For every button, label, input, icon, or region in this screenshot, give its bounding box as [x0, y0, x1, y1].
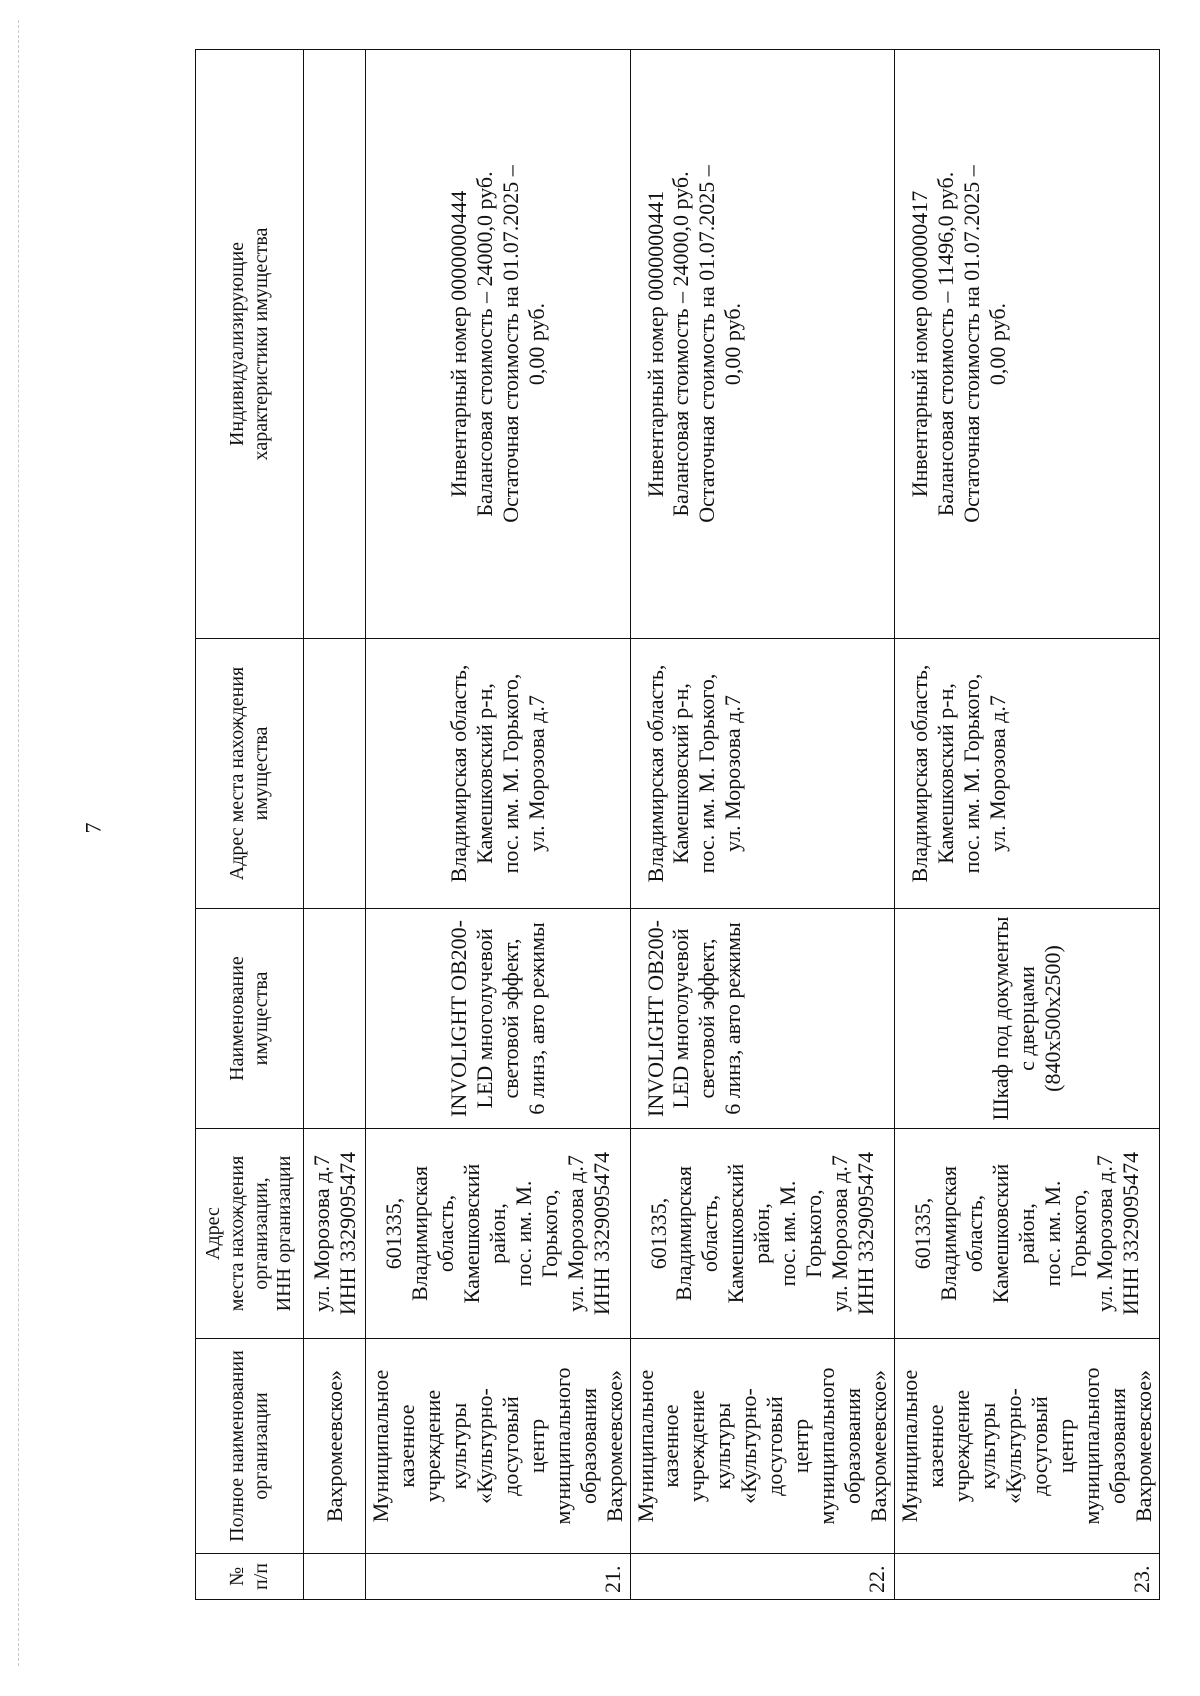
cell-characteristics: Инвентарный номер 0000000441 Балансовая стоимость – 24000,0 руб. Остаточная стоимость на 01.07.2025 – 0,00 руб. [630, 50, 895, 639]
scan-edge-line [18, 20, 19, 1666]
header-org-address: Адрес места нахождения организации, ИНН организации [196, 1129, 304, 1339]
cell-item-address: Владимирская область, Камешковский р-н, пос. им. М. Горького, ул. Морозова д.7 [895, 639, 1160, 909]
cell-characteristics [304, 50, 366, 639]
cell-item-name [304, 909, 366, 1129]
cell-num: 22. [630, 1554, 895, 1600]
cell-org-address: 601335, Владимирская область, Камешковский район, пос. им. М. Горького, ул. Морозова д.7 ИНН 3329095474 [366, 1129, 631, 1339]
table-row [366, 50, 631, 1600]
table-header-row [196, 50, 304, 1600]
table-row [630, 50, 895, 1600]
cell-characteristics: Инвентарный номер 0000000444 Балансовая стоимость – 24000,0 руб. Остаточная стоимость на 01.07.2025 – 0,00 руб. [366, 50, 631, 639]
cell-org-name: Вахромеевское» [304, 1339, 366, 1554]
cell-num: 23. [895, 1554, 1160, 1600]
cell-item-name: INVOLIGHT OB200- LED многолучевой световой эффект, 6 линз, авто режимы [630, 909, 895, 1129]
cell-num [304, 1554, 366, 1600]
cell-org-name: Муниципальное казенное учреждение культуры «Культурно-досуговый центр муниципального образования Вахромеевское» [366, 1339, 631, 1554]
cell-org-name: Муниципальное казенное учреждение культуры «Культурно-досуговый центр муниципального образования Вахромеевское» [630, 1339, 895, 1554]
rotated-table-container [195, 50, 1156, 1600]
header-num: № п/п [196, 1554, 304, 1600]
cell-org-address: 601335, Владимирская область, Камешковский район, пос. им. М. Горького, ул. Морозова д.7 ИНН 3329095474 [895, 1129, 1160, 1339]
header-characteristics: Индивидуализирующие характеристики имущества [196, 50, 304, 639]
cell-org-address: ул. Морозова д.7 ИНН 3329095474 [304, 1129, 366, 1339]
property-table [195, 49, 1160, 1600]
cell-item-address [304, 639, 366, 909]
page-number: 7 [80, 822, 106, 834]
cell-num: 21. [366, 1554, 631, 1600]
header-item-name: Наименование имущества [196, 909, 304, 1129]
cell-org-address: 601335, Владимирская область, Камешковский район, пос. им. М. Горького, ул. Морозова д.7 ИНН 3329095474 [630, 1129, 895, 1339]
table-row-continuation [304, 50, 366, 1600]
cell-item-name: Шкаф под документы с дверцами (840х500х2500) [895, 909, 1160, 1129]
cell-item-name: INVOLIGHT OB200- LED многолучевой световой эффект, 6 линз, авто режимы [366, 909, 631, 1129]
header-org-name: Полное наименовании организации [196, 1339, 304, 1554]
cell-org-name: Муниципальное казенное учреждение культуры «Культурно-досуговый центр муниципального образования Вахромеевское» [895, 1339, 1160, 1554]
cell-item-address: Владимирская область, Камешковский р-н, пос. им. М. Горького, ул. Морозова д.7 [366, 639, 631, 909]
cell-characteristics: Инвентарный номер 0000000417 Балансовая стоимость – 11496,0 руб. Остаточная стоимость на 01.07.2025 – 0,00 руб. [895, 50, 1160, 639]
header-item-address: Адрес места нахождения имущества [196, 639, 304, 909]
table-row [895, 50, 1160, 1600]
cell-item-address: Владимирская область, Камешковский р-н, пос. им. М. Горького, ул. Морозова д.7 [630, 639, 895, 909]
